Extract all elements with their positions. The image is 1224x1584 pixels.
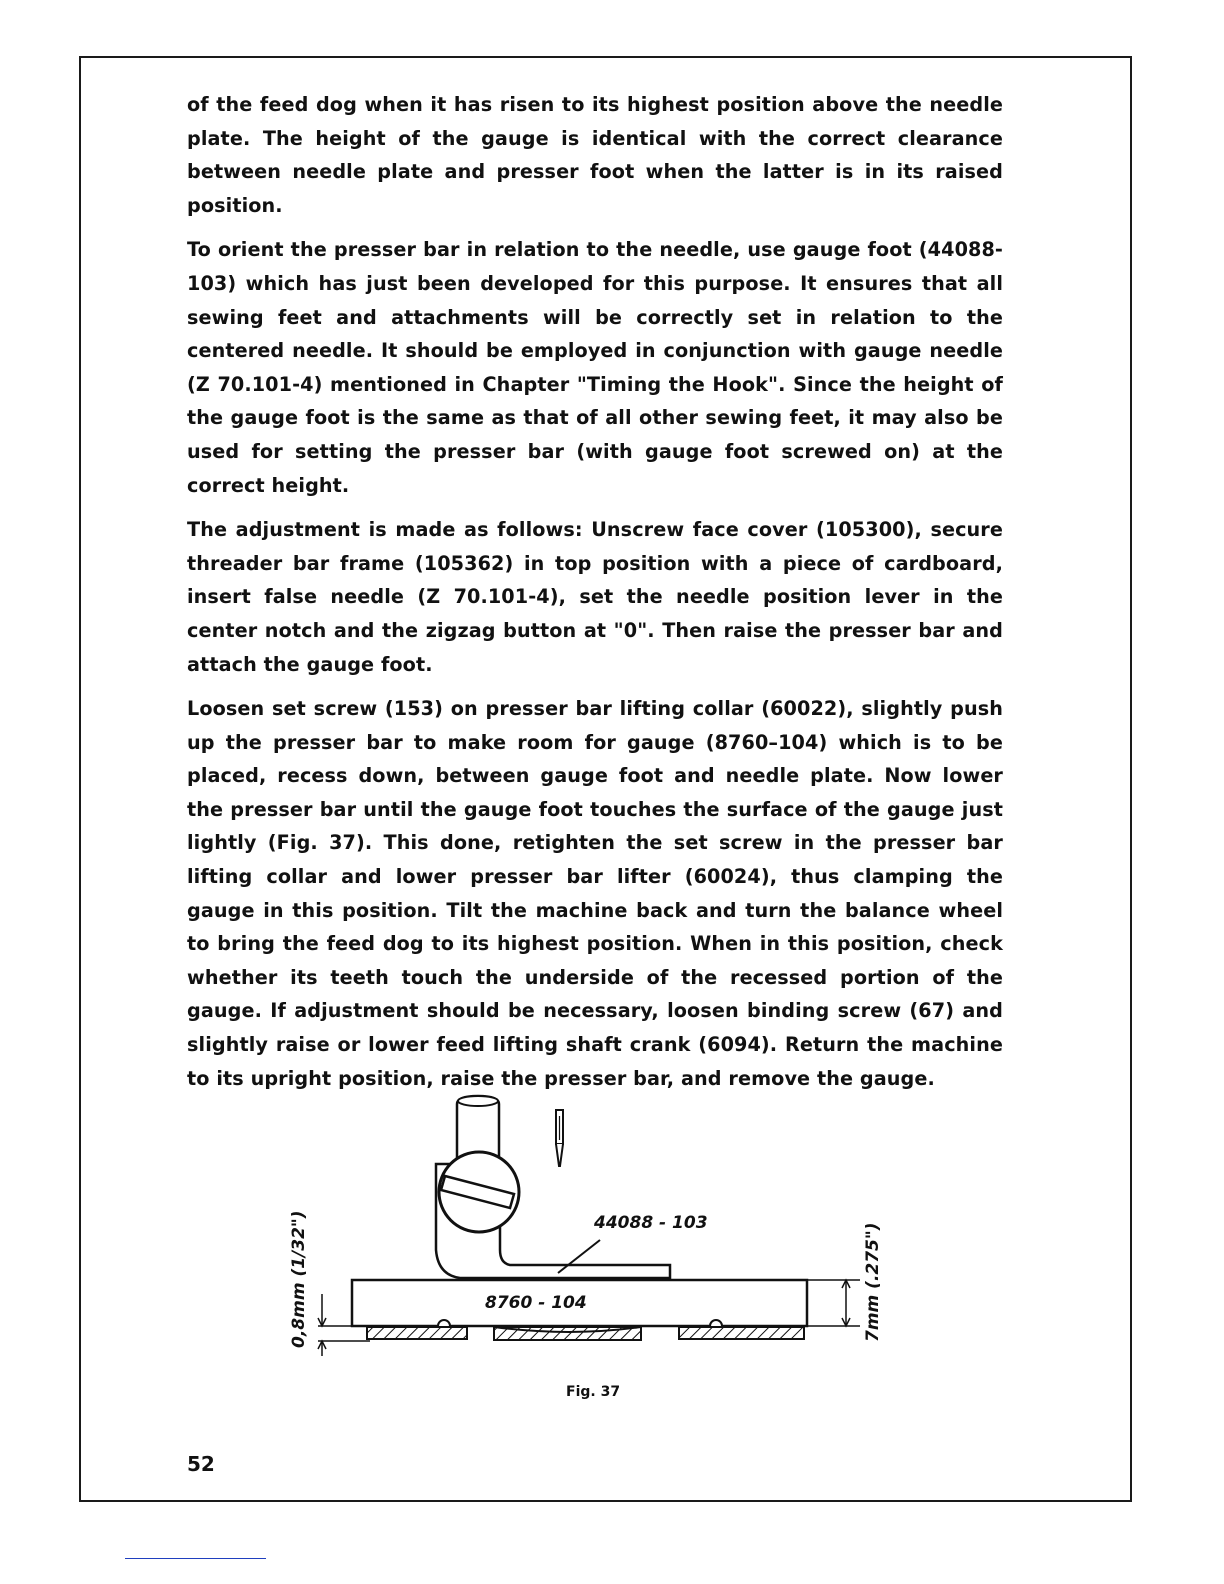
- paragraph-4: Loosen set screw (153) on presser bar lifting collar (60022), slightly push up the presser bar to make room for gauge (8760–104) which is to be placed, recess down, between gauge foot and needle plate. Now lower the presser bar until the gauge foot touches the surface of the gauge just lightly (Fig. 37). This done, retighten the set screw in the presser bar lifting collar and lower presser bar lifter (60024), thus clamping the gauge in this position. Tilt the machine back and turn the balance wheel to bring the feed dog to its highest position. When in this position, check whether its teeth touch the underside of the recessed portion of the gauge. If adjustment should be necessary, loosen binding screw (67) and slightly raise or lower feed lifting shaft crank (6094). Return the machine to its upright position, raise the presser bar, and remove the gauge.: [187, 697, 1003, 1090]
- page-number: 52: [187, 1452, 215, 1476]
- bottom-rule: [125, 1558, 266, 1559]
- label-gauge: 8760 - 104: [485, 1293, 587, 1313]
- needle-plate: [367, 1327, 804, 1340]
- paragraph-3: The adjustment is made as follows: Unscrew face cover (105300), secure threader bar frame (105362) in top position with a piece of cardboard, insert false needle (Z 70.101-4), set the needle position lever in the center notch and the zigzag button at "0". Then raise the presser bar and attach the gauge foot.: [187, 518, 1003, 676]
- label-dimension-right: 7mm (.275"): [863, 1222, 883, 1342]
- screw-icon: [439, 1152, 519, 1232]
- figure-caption: Fig. 37: [566, 1384, 621, 1400]
- figure-37: [270, 1090, 930, 1410]
- dimension-right: [807, 1222, 883, 1342]
- gauge-diagram: [270, 1090, 930, 1410]
- label-dimension-left: 0,8mm (1/32"): [289, 1210, 309, 1348]
- label-gauge-foot: 44088 - 103: [594, 1213, 708, 1233]
- paragraph-2: To orient the presser bar in relation to the needle, use gauge foot (44088-103) which has just been developed for this purpose. It ensures that all sewing feet and attachments will be correctly set in relation to the centered needle. It should be employed in conjunction with gauge needle (Z 70.101-4) mentioned in Chapter "Timing the Hook". Since the height of the gauge foot is the same as that of all other sewing feet, it may also be used for setting the presser bar (with gauge foot screwed on) at the correct height.: [187, 238, 1003, 497]
- needle-icon: [556, 1110, 563, 1166]
- paragraph-1: of the feed dog when it has risen to its highest position above the needle plate. The height of the gauge is identical with the correct clearance between needle plate and presser foot when the latter is in its raised position.: [187, 93, 1003, 217]
- body-text: [187, 88, 1003, 1106]
